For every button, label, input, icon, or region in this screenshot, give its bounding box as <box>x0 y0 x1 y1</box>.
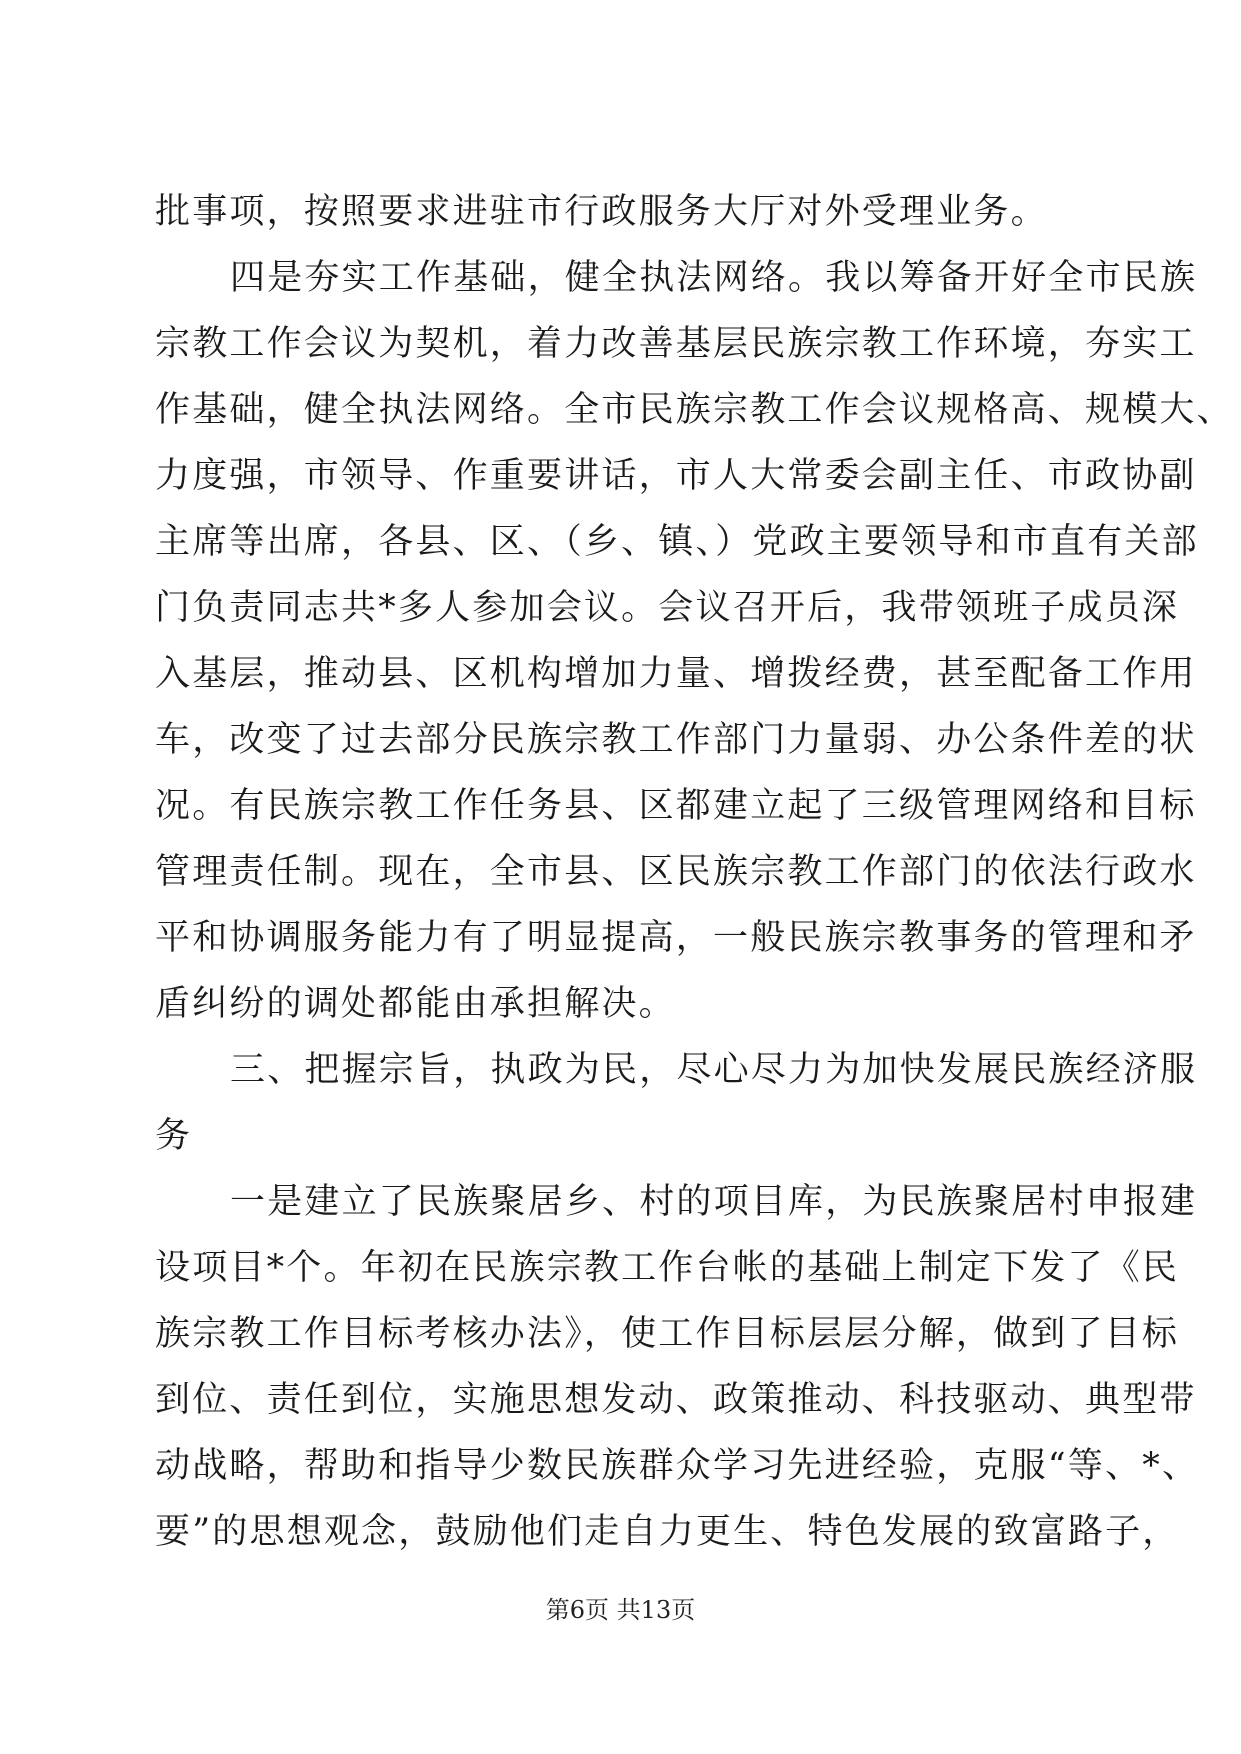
page-number-footer: 第6页 共13页 <box>545 1596 696 1624</box>
text-line: 平和协调服务能力有了明显提高，一般民族宗教事务的管理和矛 <box>155 918 1197 958</box>
text-line: 作基础，健全执法网络。全市民族宗教工作会议规格高、规模大、 <box>155 390 1234 430</box>
text-line: 入基层，推动县、区机构增加力量、增拨经费，甚至配备工作用 <box>155 654 1197 694</box>
text-line: 动战略，帮助和指导少数民族群众学习先进经验，克服“等、*、 <box>155 1446 1200 1486</box>
text-line: 门负责同志共*多人参加会议。会议召开后，我带领班子成员深 <box>155 588 1180 628</box>
text-line: 车，改变了过去部分民族宗教工作部门力量弱、办公条件差的状 <box>155 720 1197 760</box>
section-heading: 务 <box>155 1116 193 1156</box>
text-line: 批事项，按照要求进驻市行政服务大厅对外受理业务。 <box>155 192 1048 232</box>
section-heading: 三、把握宗旨，执政为民，尽心尽力为加快发展民族经济服 <box>230 1050 1198 1090</box>
text-line: 宗教工作会议为契机，着力改善基层民族宗教工作环境，夯实工 <box>155 324 1197 364</box>
text-line: 力度强，市领导、作重要讲话，市人大常委会副主任、市政协副 <box>155 456 1197 496</box>
text-line: 到位、责任到位，实施思想发动、政策推动、科技驱动、典型带 <box>155 1380 1197 1420</box>
text-line: 族宗教工作目标考核办法》，使工作目标层层分解，做到了目标 <box>155 1314 1180 1354</box>
text-line: 设项目*个。年初在民族宗教工作台帐的基础上制定下发了《民 <box>155 1248 1180 1288</box>
text-line: 要”的思想观念，鼓励他们走自力更生、特色发展的致富路子， <box>155 1512 1180 1552</box>
text-line: 一是建立了民族聚居乡、村的项目库，为民族聚居村申报建 <box>230 1182 1198 1222</box>
text-line: 管理责任制。现在，全市县、区民族宗教工作部门的依法行政水 <box>155 852 1197 892</box>
text-line: 主席等出席，各县、区、（乡、镇、）党政主要领导和市直有关部 <box>155 522 1199 562</box>
text-line: 况。有民族宗教工作任务县、区都建立起了三级管理网络和目标 <box>155 786 1197 826</box>
text-line: 四是夯实工作基础，健全执法网络。我以筹备开好全市民族 <box>230 258 1198 298</box>
text-line: 盾纠纷的调处都能由承担解决。 <box>155 984 676 1024</box>
